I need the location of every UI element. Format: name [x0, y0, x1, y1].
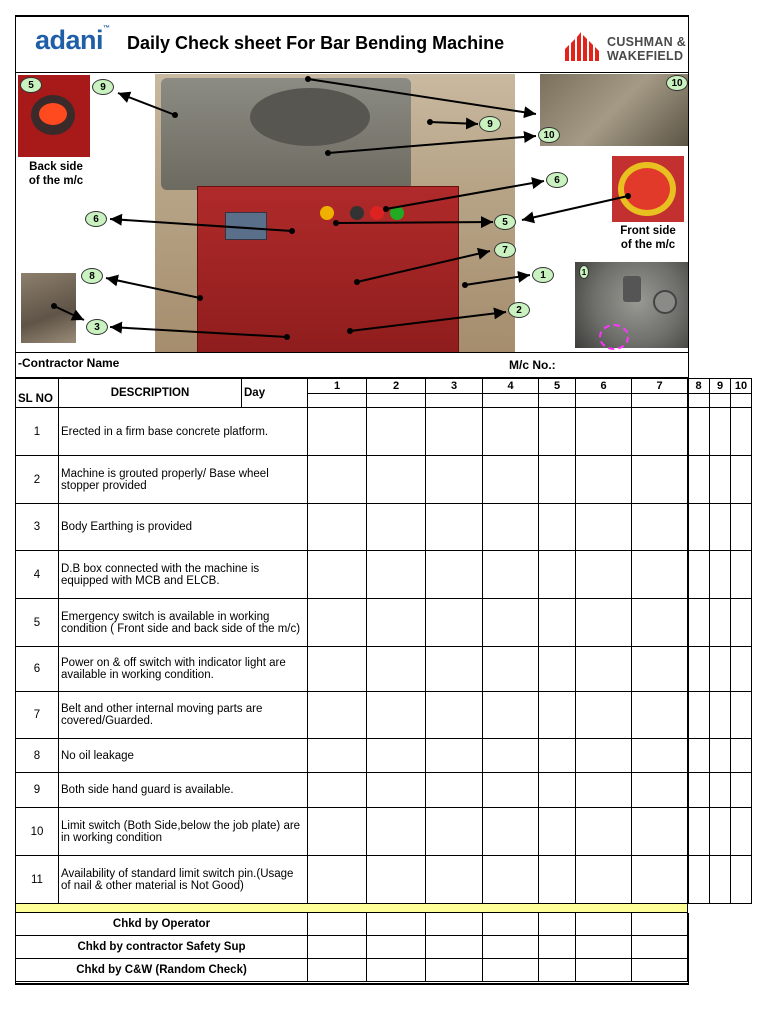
check-cell[interactable]: [483, 504, 539, 551]
signoff-cell[interactable]: [576, 959, 632, 982]
row-description: Erected in a firm base concrete platform.: [59, 408, 308, 456]
signoff-cell[interactable]: [367, 913, 426, 936]
signoff-cell[interactable]: [483, 959, 539, 982]
check-cell[interactable]: [710, 773, 731, 808]
row-description: Machine is grouted properly/ Base wheel stopper provided: [59, 456, 308, 504]
check-cell[interactable]: [688, 773, 710, 808]
table-row: [16, 647, 752, 692]
table-row: [16, 408, 752, 456]
check-cell[interactable]: [576, 773, 632, 808]
signoff-cell[interactable]: [483, 913, 539, 936]
row-sl-no: 5: [16, 599, 59, 647]
day-column-header: 3: [426, 379, 483, 394]
signoff-cell[interactable]: [426, 913, 483, 936]
table-row: [16, 773, 752, 808]
check-cell[interactable]: [367, 599, 426, 647]
check-cell[interactable]: [308, 504, 367, 551]
check-cell[interactable]: [632, 408, 688, 456]
check-cell[interactable]: [710, 504, 731, 551]
marker-5-back: 5: [20, 77, 42, 93]
check-cell[interactable]: [688, 739, 710, 773]
signoff-cell[interactable]: [308, 936, 367, 959]
check-cell[interactable]: [308, 808, 367, 856]
marker-9-right: 9: [479, 116, 501, 132]
check-cell[interactable]: [688, 504, 710, 551]
signoff-label: Chkd by Operator: [16, 913, 308, 936]
check-cell[interactable]: [688, 551, 710, 599]
check-cell[interactable]: [632, 551, 688, 599]
check-cell[interactable]: [710, 808, 731, 856]
row-description: Emergency switch is available in working condition ( Front side and back side of the m/c): [59, 599, 308, 647]
base-earthing-photo: [21, 273, 76, 343]
check-cell[interactable]: [308, 551, 367, 599]
check-cell[interactable]: [632, 773, 688, 808]
table-row: [16, 739, 752, 773]
signoff-cell[interactable]: [426, 959, 483, 982]
check-cell[interactable]: [367, 773, 426, 808]
machine-photo: [155, 74, 515, 352]
check-cell[interactable]: [632, 739, 688, 773]
day-column-header: 2: [367, 379, 426, 394]
day-subcell: [367, 394, 426, 408]
check-cell[interactable]: [426, 739, 483, 773]
day-column-header: 4: [483, 379, 539, 394]
check-cell[interactable]: [483, 739, 539, 773]
check-cell[interactable]: [688, 692, 710, 739]
day-subcell: [576, 394, 632, 408]
check-cell[interactable]: [731, 456, 752, 504]
day-column-header: 9: [710, 379, 731, 394]
separator-row: [16, 904, 688, 913]
table-row: [16, 692, 752, 739]
machine-number-label: M/c No.:: [509, 358, 556, 372]
row-sl-no: 9: [16, 773, 59, 808]
check-cell[interactable]: [731, 504, 752, 551]
signoff-blank: [688, 936, 752, 959]
row-description: No oil leakage: [59, 739, 308, 773]
marker-9-left: 9: [92, 79, 114, 95]
check-cell[interactable]: [539, 599, 576, 647]
signoff-cell[interactable]: [576, 936, 632, 959]
day-column-header: 1: [308, 379, 367, 394]
table-row: [16, 551, 752, 599]
marker-7: 7: [494, 242, 516, 258]
check-cell[interactable]: [710, 599, 731, 647]
day-column-header: 5: [539, 379, 576, 394]
check-cell[interactable]: [483, 773, 539, 808]
check-cell[interactable]: [576, 739, 632, 773]
marker-10-mid: 10: [538, 127, 560, 143]
adani-logo: adani™: [35, 25, 110, 55]
day-subcell: [710, 394, 731, 408]
front-side-emergency-photo: [612, 156, 684, 222]
check-cell[interactable]: [539, 856, 576, 904]
check-cell[interactable]: [632, 599, 688, 647]
check-cell[interactable]: [367, 647, 426, 692]
check-cell[interactable]: [539, 739, 576, 773]
check-cell[interactable]: [688, 856, 710, 904]
check-cell[interactable]: [367, 808, 426, 856]
check-cell[interactable]: [367, 551, 426, 599]
check-cell[interactable]: [731, 647, 752, 692]
table-row: [16, 856, 752, 904]
signoff-cell[interactable]: [632, 936, 688, 959]
day-column-header: 7: [632, 379, 688, 394]
row-description: Power on & off switch with indicator light are available in working condition.: [59, 647, 308, 692]
check-cell[interactable]: [367, 456, 426, 504]
check-cell[interactable]: [576, 504, 632, 551]
signoff-cell[interactable]: [632, 913, 688, 936]
check-cell[interactable]: [426, 408, 483, 456]
check-cell[interactable]: [426, 856, 483, 904]
check-cell[interactable]: [426, 647, 483, 692]
day-column-header: 8: [688, 379, 710, 394]
page-title: Daily Check sheet For Bar Bending Machine: [127, 33, 505, 53]
check-cell[interactable]: [710, 739, 731, 773]
check-cell[interactable]: [308, 647, 367, 692]
signoff-cell[interactable]: [539, 959, 576, 982]
day-header: Day: [242, 379, 308, 408]
check-cell[interactable]: [539, 692, 576, 739]
check-cell[interactable]: [539, 647, 576, 692]
signoff-cell[interactable]: [483, 936, 539, 959]
marker-2: 2: [508, 302, 530, 318]
check-cell[interactable]: [426, 808, 483, 856]
marker-3: 3: [86, 319, 108, 335]
check-cell[interactable]: [539, 408, 576, 456]
check-cell[interactable]: [731, 739, 752, 773]
check-cell[interactable]: [426, 504, 483, 551]
check-cell[interactable]: [688, 647, 710, 692]
marker-1: 1: [532, 267, 554, 283]
check-cell[interactable]: [576, 856, 632, 904]
check-cell[interactable]: [688, 408, 710, 456]
signoff-cell[interactable]: [632, 959, 688, 982]
check-cell[interactable]: [308, 408, 367, 456]
check-cell[interactable]: [539, 773, 576, 808]
marker-6-left: 6: [85, 211, 107, 227]
check-cell[interactable]: [632, 456, 688, 504]
signoff-cell[interactable]: [367, 936, 426, 959]
day-subcell: [308, 394, 367, 408]
marker-6-right: 6: [546, 172, 568, 188]
check-cell[interactable]: [576, 408, 632, 456]
signoff-cell[interactable]: [367, 959, 426, 982]
check-cell[interactable]: [710, 456, 731, 504]
row-description: D.B box connected with the machine is equipped with MCB and ELCB.: [59, 551, 308, 599]
signoff-blank: [688, 913, 752, 936]
signoff-row: [16, 913, 752, 936]
check-cell[interactable]: [731, 808, 752, 856]
signoff-cell[interactable]: [308, 913, 367, 936]
check-cell[interactable]: [632, 647, 688, 692]
check-cell[interactable]: [731, 692, 752, 739]
check-cell[interactable]: [426, 456, 483, 504]
cushman-wakefield-text: CUSHMAN & WAKEFIELD: [607, 35, 687, 63]
check-cell[interactable]: [426, 692, 483, 739]
row-sl-no: 6: [16, 647, 59, 692]
check-cell[interactable]: [308, 692, 367, 739]
check-cell[interactable]: [710, 408, 731, 456]
table-row: [16, 504, 752, 551]
marker-1-small: 1: [579, 265, 589, 279]
day-column-header: 10: [731, 379, 752, 394]
check-cell[interactable]: [632, 692, 688, 739]
check-cell[interactable]: [308, 856, 367, 904]
check-cell[interactable]: [731, 551, 752, 599]
separator-blank: [688, 904, 752, 913]
check-cell[interactable]: [710, 856, 731, 904]
row-sl-no: 8: [16, 739, 59, 773]
check-cell[interactable]: [731, 408, 752, 456]
check-cell[interactable]: [367, 408, 426, 456]
signoff-cell[interactable]: [308, 959, 367, 982]
check-cell[interactable]: [710, 692, 731, 739]
check-cell[interactable]: [367, 739, 426, 773]
check-cell[interactable]: [308, 456, 367, 504]
check-cell[interactable]: [483, 692, 539, 739]
check-cell[interactable]: [426, 773, 483, 808]
signoff-label: Chkd by contractor Safety Sup: [16, 936, 308, 959]
front-side-label: Front side of the m/c: [620, 225, 676, 251]
checklist-table: [15, 378, 752, 982]
check-cell[interactable]: [576, 692, 632, 739]
row-sl-no: 3: [16, 504, 59, 551]
check-cell[interactable]: [539, 504, 576, 551]
check-cell[interactable]: [483, 551, 539, 599]
signoff-row: [16, 959, 752, 982]
check-cell[interactable]: [731, 856, 752, 904]
row-description: Both side hand guard is available.: [59, 773, 308, 808]
check-cell[interactable]: [576, 808, 632, 856]
check-cell[interactable]: [308, 739, 367, 773]
signoff-blank: [688, 959, 752, 982]
info-row: [15, 352, 689, 378]
check-cell[interactable]: [483, 456, 539, 504]
check-cell[interactable]: [731, 599, 752, 647]
check-cell[interactable]: [539, 551, 576, 599]
check-cell[interactable]: [426, 551, 483, 599]
marker-8: 8: [81, 268, 103, 284]
description-header: DESCRIPTION: [59, 379, 242, 408]
table-row: [16, 808, 752, 856]
row-description: Limit switch (Both Side,below the job plate) are in working condition: [59, 808, 308, 856]
signoff-label: Chkd by C&W (Random Check): [16, 959, 308, 982]
job-plate-photo: [575, 262, 688, 348]
row-sl-no: 10: [16, 808, 59, 856]
row-sl-no: 7: [16, 692, 59, 739]
check-cell[interactable]: [483, 808, 539, 856]
check-cell[interactable]: [632, 504, 688, 551]
check-cell[interactable]: [367, 504, 426, 551]
check-cell[interactable]: [576, 647, 632, 692]
check-cell[interactable]: [367, 856, 426, 904]
day-column-header: 6: [576, 379, 632, 394]
signoff-row: [16, 936, 752, 959]
check-cell[interactable]: [710, 647, 731, 692]
signoff-cell[interactable]: [576, 913, 632, 936]
contractor-name-label: -Contractor Name: [18, 356, 120, 370]
day-subcell: [483, 394, 539, 408]
row-description: Availability of standard limit switch pin.(Usage of nail & other material is Not Good): [59, 856, 308, 904]
check-cell[interactable]: [576, 456, 632, 504]
signoff-cell[interactable]: [539, 913, 576, 936]
row-sl-no: 11: [16, 856, 59, 904]
table-row: [16, 599, 752, 647]
check-cell[interactable]: [308, 773, 367, 808]
check-cell[interactable]: [483, 856, 539, 904]
row-description: Body Earthing is provided: [59, 504, 308, 551]
check-cell[interactable]: [367, 692, 426, 739]
check-cell[interactable]: [426, 599, 483, 647]
check-cell[interactable]: [731, 773, 752, 808]
day-subcell: [688, 394, 710, 408]
check-cell[interactable]: [576, 599, 632, 647]
check-cell[interactable]: [688, 599, 710, 647]
check-cell[interactable]: [632, 856, 688, 904]
check-cell[interactable]: [710, 551, 731, 599]
header: [15, 15, 689, 73]
marker-5-front: 5: [494, 214, 516, 230]
day-subcell: [539, 394, 576, 408]
check-cell[interactable]: [576, 551, 632, 599]
check-cell[interactable]: [483, 408, 539, 456]
signoff-cell[interactable]: [426, 936, 483, 959]
table-row: [16, 456, 752, 504]
marker-10-top: 10: [666, 75, 688, 91]
row-sl-no: 1: [16, 408, 59, 456]
check-cell[interactable]: [539, 808, 576, 856]
check-cell[interactable]: [632, 808, 688, 856]
row-sl-no: 2: [16, 456, 59, 504]
signoff-cell[interactable]: [539, 936, 576, 959]
check-cell[interactable]: [483, 599, 539, 647]
day-subcell: [632, 394, 688, 408]
sl-no-header: SL NO: [16, 379, 59, 408]
day-subcell: [731, 394, 752, 408]
day-subcell: [426, 394, 483, 408]
back-side-label: Back side of the m/c: [28, 161, 84, 187]
check-cell[interactable]: [308, 599, 367, 647]
check-cell[interactable]: [688, 808, 710, 856]
check-cell[interactable]: [688, 456, 710, 504]
row-description: Belt and other internal moving parts are covered/Guarded.: [59, 692, 308, 739]
check-cell[interactable]: [539, 456, 576, 504]
check-cell[interactable]: [483, 647, 539, 692]
row-sl-no: 4: [16, 551, 59, 599]
